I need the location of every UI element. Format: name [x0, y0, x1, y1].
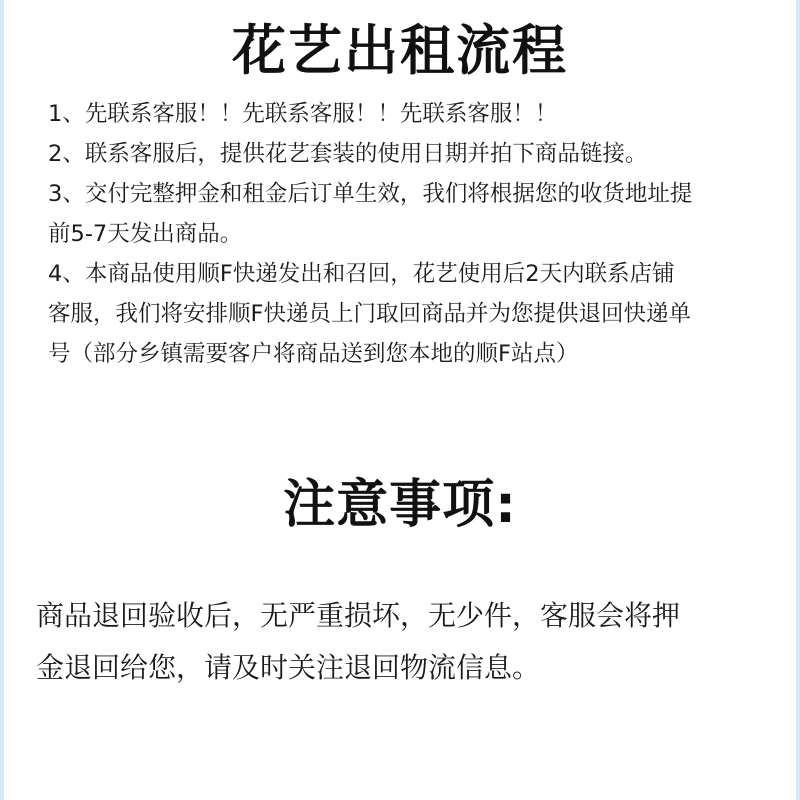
process-steps: [48, 94, 768, 374]
step-line: 2、联系客服后，提供花艺套装的使用日期并拍下商品链接。: [48, 141, 648, 167]
step-line: 客服，我们将安排顺F快递员上门取回商品并为您提供退回快递单: [48, 301, 691, 327]
notice-line: 商品退回验收后，无严重损坏，无少件，客服会将押: [36, 599, 681, 632]
page-title: 花艺出租流程: [232, 19, 568, 82]
notice-body: [36, 590, 776, 694]
notice-heading: 注意事项:: [283, 475, 517, 535]
step-line: 号（部分乡镇需要客户将商品送到您本地的顺F站点）: [48, 341, 579, 367]
step-line: 1、先联系客服！！先联系客服！！先联系客服！！: [48, 101, 558, 127]
step-line: 前5-7天发出商品。: [48, 221, 243, 247]
step-line: 3、交付完整押金和租金后订单生效，我们将根据您的收货地址提: [48, 181, 693, 207]
step-line: 4、本商品使用顺F快递发出和召回，花艺使用后2天内联系店铺: [48, 261, 675, 287]
notice-line: 金退回给您，请及时关注退回物流信息。: [36, 651, 541, 684]
